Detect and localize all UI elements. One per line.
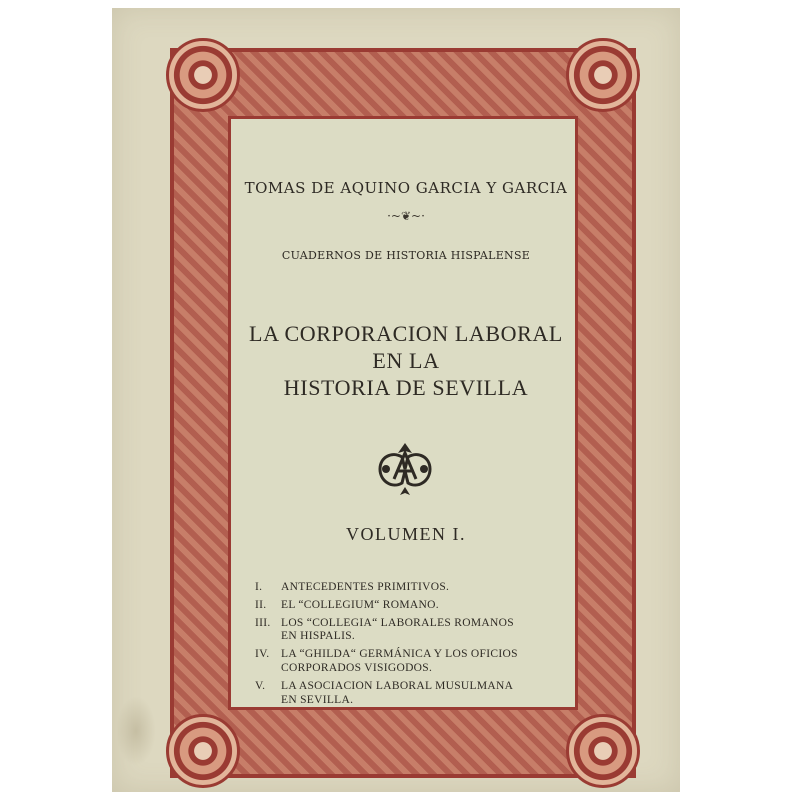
chapter-title-line: EN SEVILLA.: [281, 693, 354, 706]
chapter-title: [281, 648, 565, 676]
title-line: HISTORIA DE SEVILLA: [283, 374, 529, 400]
chapter-title-line: EL “COLLEGIUM“ ROMANO.: [281, 598, 439, 611]
chapter-title-line: LOS “COLLEGIA“ LABORALES ROMANOS: [281, 616, 514, 629]
chapter-title: [281, 599, 565, 613]
list-item: [255, 680, 565, 708]
volume-label: VOLUMEN I.: [346, 524, 466, 544]
title-line: LA CORPORACION LABORAL: [249, 321, 563, 346]
series-title: CUADERNOS DE HISTORIA HISPALENSE: [281, 249, 531, 262]
chapter-number: II.: [255, 598, 267, 611]
author-name: TOMAS DE AQUINO GARCIA Y GARCIA: [244, 179, 568, 197]
chapter-number: III.: [255, 616, 271, 629]
list-item: [255, 599, 565, 613]
chapter-title: [281, 617, 565, 645]
chapter-title-line: ANTECEDENTES PRIMITIVOS.: [281, 581, 450, 593]
chapter-title-line: LA ASOCIACION LABORAL MUSULMANA: [281, 679, 514, 692]
small-divider-ornament-icon: ·~❦~·: [387, 209, 425, 223]
corner-rosette-bottom-left: [166, 714, 240, 788]
chapter-title-line: LA “GHILDA“ GERMÁNICA Y LOS OFICIOS: [281, 648, 518, 661]
chapter-number: V.: [255, 679, 266, 692]
chapter-title-line: CORPORADOS VISIGODOS.: [281, 661, 433, 674]
list-item: [255, 617, 565, 645]
book-cover: [112, 8, 680, 792]
list-item: [255, 581, 565, 595]
cover-text-panel: [228, 116, 578, 710]
chapter-number: IV.: [255, 648, 270, 661]
corner-rosette-top-right: [566, 38, 640, 112]
list-item: [255, 648, 565, 676]
chapter-title-line: EN HISPALIS.: [281, 630, 356, 643]
chapter-title: [281, 680, 565, 708]
book-title: [231, 321, 581, 401]
chapter-title: [281, 581, 565, 595]
corner-rosette-bottom-right: [566, 714, 640, 788]
ornamental-border-frame: [170, 48, 636, 778]
publisher-emblem-icon: [372, 439, 438, 499]
contents-list: [255, 581, 565, 711]
chapter-number: I.: [255, 581, 263, 593]
corner-rosette-top-left: [166, 38, 240, 112]
paper-stain: [116, 696, 156, 766]
title-line: EN LA: [372, 347, 440, 373]
